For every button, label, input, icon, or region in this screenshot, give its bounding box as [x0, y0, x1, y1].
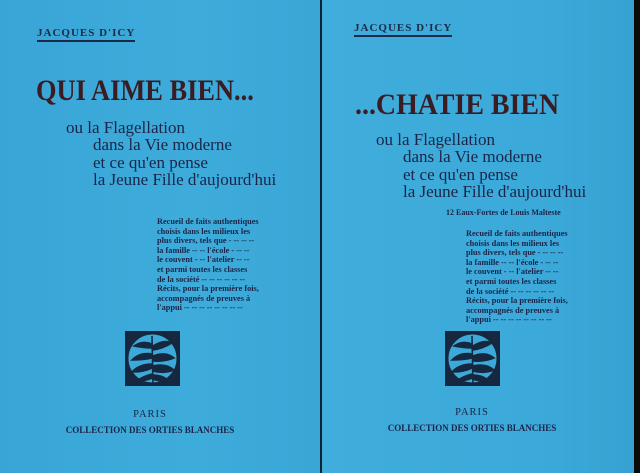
book-cover-right: [322, 0, 634, 473]
blurb-line: accompagnés de preuves à: [466, 305, 560, 315]
book-title: QUI AIME BIEN...: [36, 74, 254, 107]
blurb-line: la famille -- -- l'école - -- --: [157, 245, 250, 255]
subtitle-line: la Jeune Fille d'aujourd'hui: [403, 181, 587, 201]
author-name: JACQUES D'ICY: [354, 22, 452, 37]
blurb-line: plus divers, tels que - -- -- --: [157, 236, 255, 246]
nettle-plant-emblem-icon: [124, 330, 181, 387]
collection-name: COLLECTION DES ORTIES BLANCHES: [387, 423, 557, 433]
blurb-line: Recueil de faits authentiques: [157, 217, 259, 226]
blurb-line: plus divers, tels que - -- -- --: [466, 248, 564, 258]
blurb-line: l'appui -- -- -- -- -- -- -- --: [466, 315, 552, 325]
blurb-line: de la société -- -- -- -- -- --: [157, 274, 245, 284]
collection-name: COLLECTION DES ORTIES BLANCHES: [65, 425, 235, 435]
blurb-line: Recueil de faits authentiques: [466, 229, 568, 238]
subtitle: [376, 131, 586, 200]
subtitle-line: et ce qu'en pense: [403, 164, 518, 184]
blurb-line: accompagnés de preuves à: [157, 293, 251, 303]
blurb-line: de la société -- -- -- -- -- --: [466, 286, 554, 296]
blurb-line: choisis dans les milieux les: [466, 238, 560, 248]
subtitle-line: et ce qu'en pense: [93, 152, 208, 172]
blurb-line: la famille -- -- l'école - -- --: [466, 257, 559, 267]
publisher-city: PARIS: [455, 407, 489, 418]
blurb-line: et parmi toutes les classes: [157, 264, 248, 274]
blurb-line: l'appui -- -- -- -- -- -- -- --: [157, 303, 243, 313]
subtitle-line: dans la Vie moderne: [93, 135, 232, 155]
blurb-line: Récits, pour la première fois,: [466, 296, 568, 306]
blurb-line: Récits, pour la première fois,: [157, 284, 259, 294]
background-edge: [634, 0, 640, 473]
subtitle: [66, 119, 276, 188]
subtitle-line: ou la Flagellation: [376, 130, 495, 149]
blurb-line: le couvent - -- l'atelier -- --: [157, 255, 250, 265]
blurb-line: le couvent - -- l'atelier -- --: [466, 267, 559, 277]
subtitle-line: dans la Vie moderne: [403, 147, 542, 167]
subtitle-line: ou la Flagellation: [66, 118, 185, 137]
nettle-plant-emblem-icon: [444, 330, 501, 387]
blurb-line: et parmi toutes les classes: [466, 276, 557, 286]
blurb-line: choisis dans les milieux les: [157, 226, 251, 236]
blurb: [466, 229, 578, 325]
subtitle-line: la Jeune Fille d'aujourd'hui: [93, 169, 277, 189]
blurb: [157, 217, 269, 313]
book-title: ...CHATIE BIEN: [355, 88, 560, 121]
author-name: JACQUES D'ICY: [37, 27, 135, 42]
publisher-city: PARIS: [133, 409, 167, 420]
etchings-credit: 12 Eaux-Fortes de Louis Malteste: [446, 208, 561, 217]
